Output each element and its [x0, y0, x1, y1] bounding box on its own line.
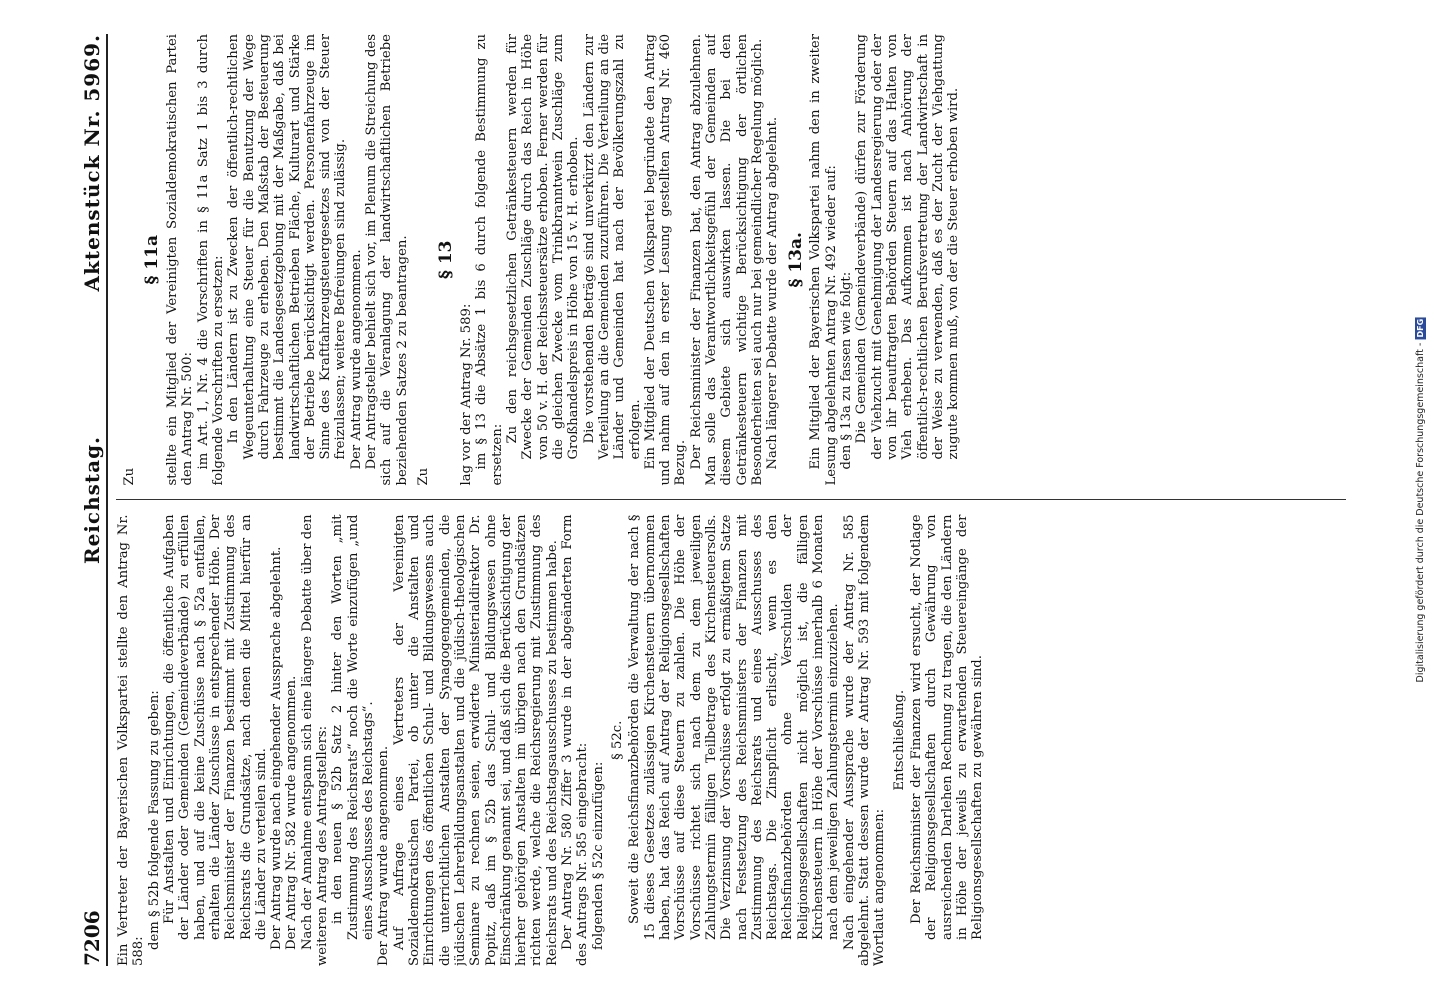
paragraph: im Art. 1, Nr. 4 die Vorschriften in § 11a Satz 1 bis 3 durch folgende Vorschriften zu ersetzen: [195, 34, 226, 486]
section-heading: § 13a. [785, 232, 806, 288]
paragraph: Zu [416, 467, 432, 486]
section-heading: § 11a [142, 235, 163, 285]
paragraph: Zu [122, 467, 137, 486]
page-title: Reichstag. [80, 435, 104, 565]
aktenstueck-number: Aktenstück Nr. 5969. [80, 34, 104, 292]
paragraph: im § 13 die Absätze 1 bis 6 durch folgende Bestimmung zu ersetzen: [474, 34, 505, 486]
paragraph: Soweit die Reichsfinanzbehörden die Verwaltung der nach § 15 dieses Gesetzes zulässigen Kirchensteuern übernommen haben, hat das Reich auf Antrag der Religionsgesellschaften Vorschüsse auf diese Steuern zu zahlen. Die Höhe der Vorschüsse richtet sich nach dem zu dem jeweiligen Zahlungstermin fälligen Teilbetrage des Kirchensteuersolls. Die Verzinsung der Vorschüsse erfolgt zu ermäßigtem Satze nach Festsetzung des Reichsministers der Finanzen mit Zustimmung des Reichsrats und eines Ausschusses des Reichstags. Die Zinspflicht erlischt, wenn es den Reichsfinanzbehörden ohne Verschulden der Religionsgesellschaften nicht möglich ist, die fälligen Kirchensteuern in Höhe der Vorschüsse innerhalb 6 Monaten nach dem jeweiligen Zahlungstermin einzuziehen. [627, 514, 842, 940]
paragraph: Ein Vertreter der Bayerischen Volkspartei stellte den Antrag Nr. 588: [116, 514, 147, 966]
paragraph: Nach der Annahme entspann sich eine längere Debatte über den weiteren Antrag des Antragstellers: [299, 514, 331, 966]
paragraph: Ein Mitglied der Bayerischen Volkspartei nahm den in zweiter Lesung abgelehnten Antrag Nr. 492 wieder auf: [808, 34, 839, 486]
section-heading: § 13 [436, 240, 457, 279]
paragraph: Der Antragsteller behielt sich vor, im Plenum die Streichung des sich auf die Veranlagung der landwirtschaftlichen Betriebe beziehenden Satzes 2 zu beantragen. [364, 34, 410, 486]
digitization-text: Digitalisierung gefördert durch die Deutsche Forschungsgemeinschaft - [1414, 342, 1426, 683]
paragraph: Der Antrag Nr. 580 Ziffer 3 wurde in der abgeänderten Form des Antrags Nr. 585 eingebracht: [560, 514, 591, 966]
digitization-note [1410, 8, 1430, 992]
paragraph: Der Antrag wurde nach eingehender Aussprache abgelehnt. [269, 546, 285, 950]
paragraph: in den neuen § 52b Satz 2 hinter den Worten „mit Zustimmung des Reichsrats“ noch die Worte einzufügen „und eines Ausschusses des Reichstags“. [330, 514, 376, 940]
paragraph: Der Reichsminister der Finanzen bat, den Antrag abzulehnen. Man solle das Verantwortlichkeitsgefühl der Gemeinden auf diesem Gebiete sich auswirken lassen. Die bei den Getränkesteuern wichtige Berücksichtigung der örtlichen Besonderheiten sei auch nur bei gemeindlicher Regelung möglich. [688, 34, 765, 486]
dfg-logo: DFG [1415, 319, 1425, 338]
document-page [66, 0, 1366, 1000]
page-number: 7206 [80, 910, 104, 966]
paragraph: den § 13a zu fassen wie folgt: [838, 271, 854, 470]
paragraph: Nach längerer Debatte wurde der Antrag abgelehnt. [765, 116, 781, 470]
paragraph: folgenden § 52c einzufügen: [590, 761, 606, 950]
paragraph: Zu den reichsgesetzlichen Getränkesteuern werden für Zwecke der Gemeinden Zuschläge durch das Reich in Höhe von 50 v. H. der Reichssteuersätze erhoben. Ferner werden für die gleichen Zwecke vom Trinkbranntwein Zuschläge zum Großhandelspreis in Höhe von 15 v. H. erhoben. [505, 34, 582, 460]
paragraph: dem § 52b folgende Fassung zu geben: [146, 690, 162, 950]
paragraph: Der Reichsminister der Finanzen wird ersucht, der Notlage der Religionsgesellschaften durch Gewährung von ausreichenden Darlehen Rechnung zu tragen, die den Ländern in Höhe der jeweils zu erwartenden Steuereingänge der Religionsgesellschaften zu gewähren sind. [908, 514, 986, 940]
paragraph: stellte ein Mitglied der Vereinigten Sozialdemokratischen Partei den Antrag Nr. 500: [165, 34, 196, 486]
right-column [116, 34, 1346, 501]
paragraph: Für Anstalten und Einrichtungen, die öffentliche Aufgaben der Länder oder Gemeinden (Gemeindeverbände) zu erfüllen haben, und auf die keine Zuschüsse nach § 52a entfallen, erhalten die Länder Zuschüsse in entsprechender Höhe. Der Reichsminister der Finanzen bestimmt mit Zustimmung des Reichsrats die Grundsätze, nach denen die Mittel hierfür an die Länder zu verteilen sind. [161, 514, 269, 940]
paragraph: Der Antrag wurde angenommen. [376, 745, 392, 966]
paragraph: Ein Mitglied der Deutschen Volkspartei begründete den Antrag und nahm auf den in erster Lesung gestellten Antrag Nr. 460 Bezug. [642, 34, 689, 486]
left-column [116, 501, 1346, 967]
paragraph: Der Antrag wurde angenommen. [348, 249, 364, 470]
section-heading: Entschließung. [891, 689, 907, 791]
text-columns [108, 34, 1346, 966]
paragraph: Die Gemeinden (Gemeindeverbände) dürfen zur Förderung der Viehzucht mit Genehmigung der Landesregierung oder der von ihr beauftragten Behörden Steuern auf das Halten von Vieh erheben. Das Aufkommen ist nach Anhörung der öffentlich-rechtlichen Berufsvertretung der Landwirtschaft in der Weise zu verwenden, daß es der Zucht der Viehgattung zugute kommen muß, von der die Steuer erhoben wird. [854, 34, 962, 460]
paragraph: In den Ländern ist zu Zwecken der öffentlich-rechtlichen Wegeunterhaltung eine Steuer für die Benutzung der Wege durch Fahrzeuge zu erheben. Den Maßstab der Besteuerung bestimmt die Landesgesetzgebung mit der Maßgabe, daß bei landwirtschaftlichen Betrieben Fläche, Kulturart und Stärke der Betriebe berücksichtigt werden. Personenfahrzeuge im Sinne des Kraftfahrzeugsteuergesetzes sind von der Steuer freizulassen; weitere Befreiungen sind zulässig. [226, 34, 349, 460]
paragraph: Auf Anfrage eines Vertreters der Vereinigten Sozialdemokratischen Partei, ob unter die Anstalten und Einrichtungen des öffentlichen Schul- und Bildungswesens auch die unterrichtlichen Anstalten der Synagogengemeinden, die jüdischen Lehrerbildungsanstalten und die jüdisch-theologischen Seminare zu rechnen seien, erwiderte Ministerialdirektor Dr. Popitz, daß im § 52b das Schul- und Bildungswesen ohne Einschränkung genannt sei, und daß sich die Berücksichtigung der hierher gehörigen Anstalten im übrigen nach den Grundsätzen richten werde, welche die Reichsregierung mit Zustimmung des Reichsrats und des Reichstagsausschusses zu bestimmen habe. [391, 514, 560, 966]
paragraph: lag vor der Antrag Nr. 589: [459, 303, 475, 486]
paragraph: Nach eingehender Aussprache wurde der Antrag Nr. 585 abgelehnt. Statt dessen wurde der Antrag Nr. 593 mit folgendem Wortlaut angenommen: [841, 514, 888, 966]
paragraph: Der Antrag Nr. 582 wurde angenommen. [284, 675, 300, 950]
section-heading: § 52c. [610, 720, 625, 760]
page-header [72, 34, 108, 966]
paragraph: Die vorstehenden Beträge sind unverkürzt den Ländern zur Verteilung an die Gemeinden zuzuführen. Die Verteilung an die Länder und Gemeinden hat nach der Bevölkerungszahl zu erfolgen. [581, 34, 643, 460]
